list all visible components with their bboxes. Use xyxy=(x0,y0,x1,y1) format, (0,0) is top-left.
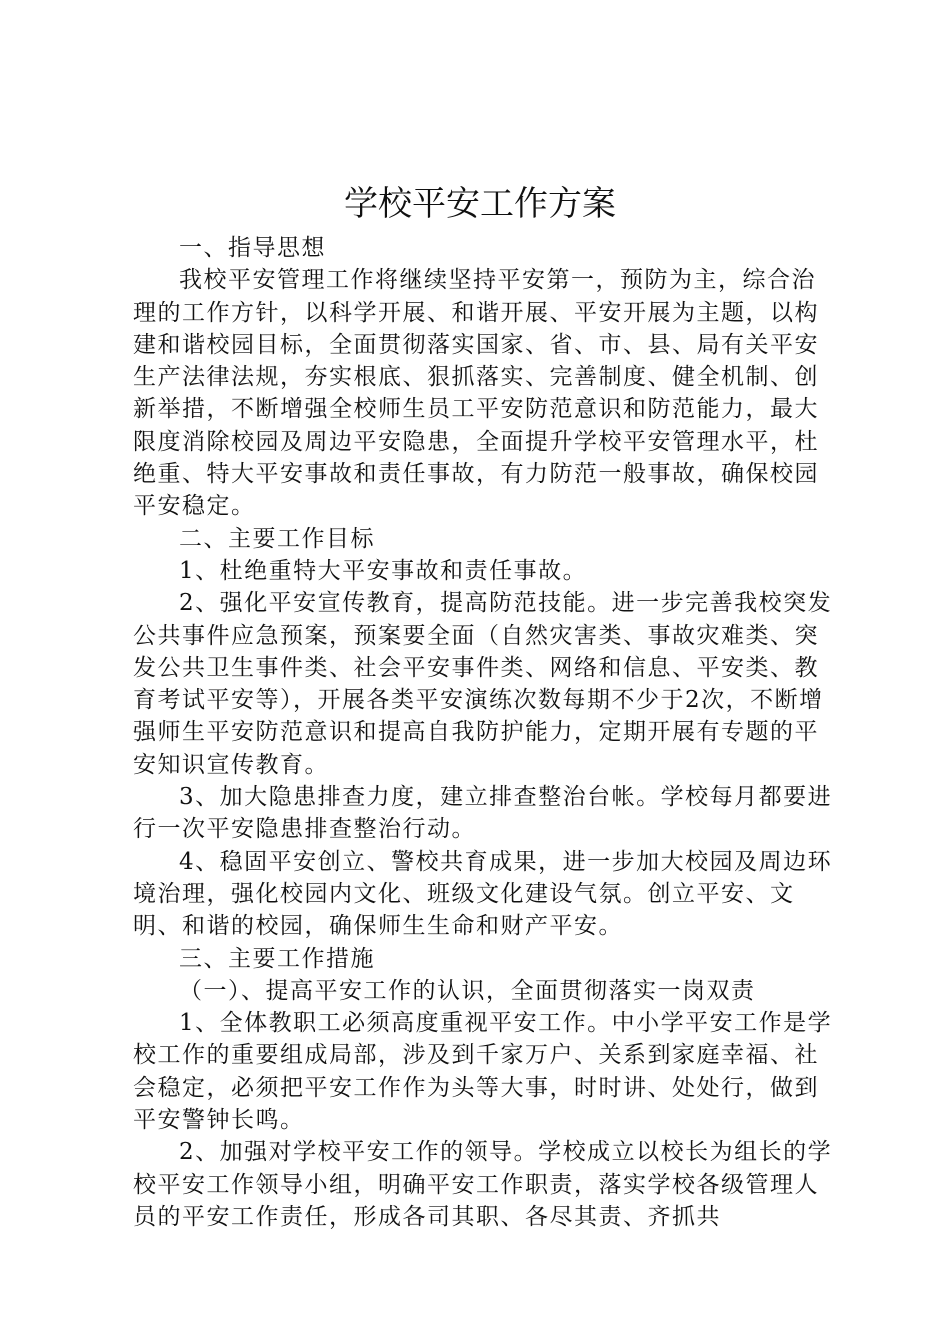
paragraph-goal-3: 3、加大隐患排查力度，建立排查整治台帐。学校每月都要进行一次平安隐患排查整治行动。 xyxy=(133,784,833,843)
heading-main-measures: 三、主要工作措施 xyxy=(179,945,375,972)
subheading-measure-1: （一）、提高平安工作的认识，全面贯彻落实一岗双责 xyxy=(179,977,756,1004)
heading-guiding-ideology: 一、指导思想 xyxy=(179,235,326,261)
heading-main-goals: 二、主要工作目标 xyxy=(179,525,375,552)
document-body xyxy=(133,232,833,1233)
document-title: 学校平安工作方案 xyxy=(344,184,616,224)
paragraph-measure-1-2: 2、加强对学校平安工作的领导。学校成立以校长为组长的学校平安工作领导小组，明确平安工作职责，落实学校各级管理人员的平安工作责任，形成各司其职、各尽其责、齐抓共 xyxy=(133,1139,833,1230)
paragraph-goal-1: 1、杜绝重特大平安事故和责任事故。 xyxy=(179,557,588,584)
paragraph-goal-4: 4、稳固平安创立、警校共育成果，进一步加大校园及周边环境治理，强化校园内文化、班级文化建设气氛。创立平安、文明、和谐的校园，确保师生生命和财产平安。 xyxy=(133,848,833,940)
paragraph-goal-2: 2、强化平安宣传教育，提高防范技能。进一步完善我校突发公共事件应急预案，预案要全面（自然灾害类、事故灾难类、突发公共卫生事件类、社会平安事件类、网络和信息、平安类、教育考试平安等），开展各类平安演练次数每期不少于2次，不断增强师生平安防范意识和提高自我防护能力，定期开展有专题的平安知识宣传教育。 xyxy=(133,590,833,778)
paragraph-guiding-ideology: 我校平安管理工作将继续坚持平安第一，预防为主，综合治理的工作方针，以科学开展、和谐开展、平安开展为主题，以构建和谐校园目标，全面贯彻落实国家、省、市、县、局有关平安生产法律法规，夯实根底、狠抓落实、完善制度、健全机制、创新举措，不断增强全校师生员工平安防范意识和防范能力，最大限度消除校园及周边平安隐患，全面提升学校平安管理水平，杜绝重、特大平安事故和责任事故，有力防范一般事故，确保校园平安稳定。 xyxy=(133,267,819,520)
paragraph-measure-1-1: 1、全体教职工必须高度重视平安工作。中小学平安工作是学校工作的重要组成局部，涉及到千家万户、关系到家庭幸福、社会稳定，必须把平安工作作为头等大事，时时讲、处处行，做到平安警钟长鸣。 xyxy=(133,1010,833,1134)
